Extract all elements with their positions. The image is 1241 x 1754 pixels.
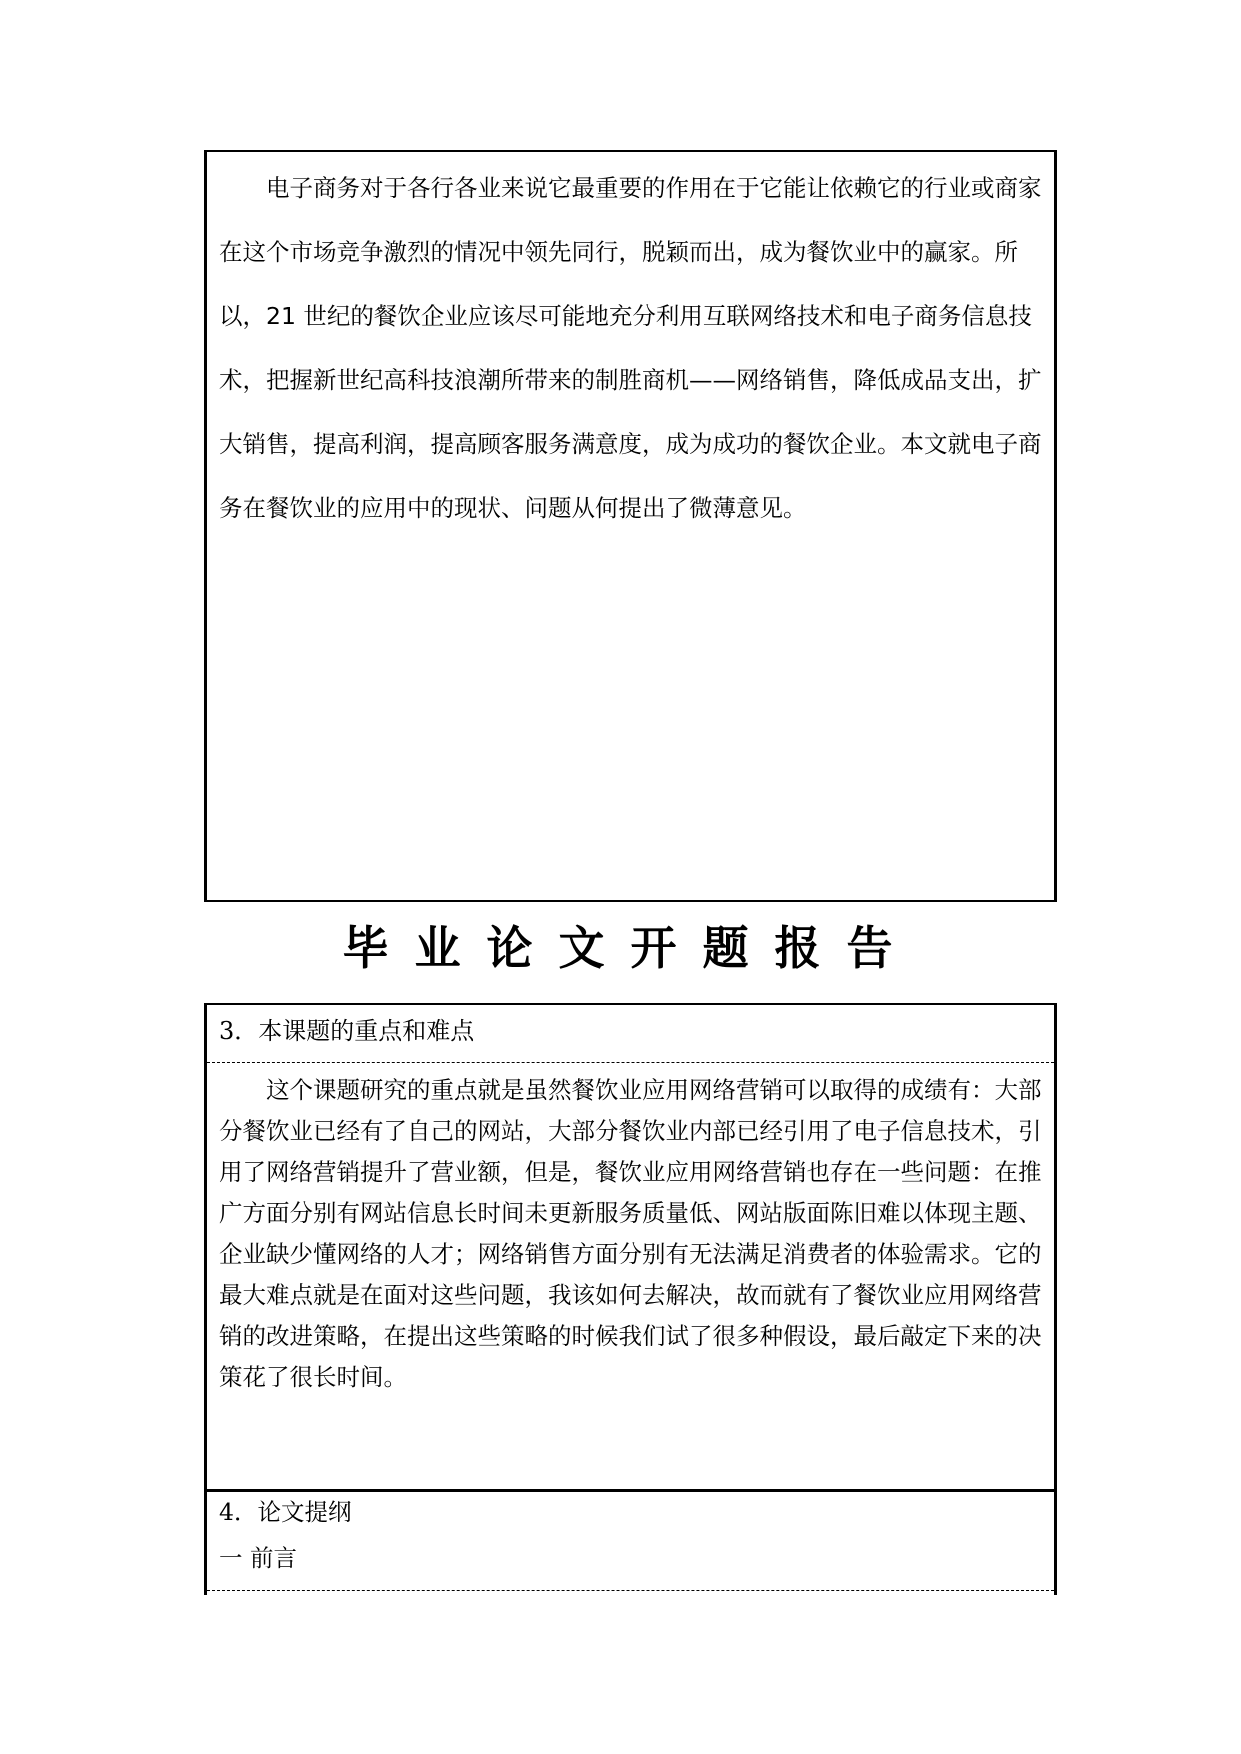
abstract-box — [204, 150, 1057, 902]
dashed-divider — [207, 1062, 1054, 1063]
page-title: 毕业论文开题报告 — [342, 921, 919, 975]
section3-paragraph: 这个课题研究的重点就是虽然餐饮业应用网络营销可以取得的成绩有：大部分餐饮业已经有了自己的网站，大部分餐饮业内部已经引用了电子信息技术，引用了网络营销提升了营业额，但是，餐饮业应用网络营销也存在一些问题：在推广方面分别有网站信息长时间未更新服务质量低、网站版面陈旧难以体现主题、企业缺少懂网络的人才；网络销售方面分别有无法满足消费者的体验需求。它的最大难点就是在面对这些问题，我该如何去解决，故而就有了餐饮业应用网络营销的改进策略，在提出这些策略的时候我们试了很多种假设，最后敲定下来的决策花了很长时间。 — [219, 1076, 1042, 1391]
section4-box — [204, 1490, 1057, 1595]
section3-heading: 3．本课题的重点和难点 — [219, 1017, 475, 1045]
section4-heading: 4．论文提纲 — [219, 1498, 352, 1526]
section3-box — [204, 1003, 1057, 1493]
outline-item: 一 前言 — [219, 1544, 297, 1572]
abstract-paragraph: 电子商务对于各行各业来说它最重要的作用在于它能让依赖它的行业或商家在这个市场竞争激烈的情况中领先同行，脱颖而出，成为餐饮业中的赢家。所以，21 世纪的餐饮企业应该尽可能地充分利用互联网络技术和电子商务信息技术，把握新世纪高科技浪潮所带来的制胜商机——网络销售，降低成品支出，扩大销售，提高利润，提高顾客服务满意度，成为成功的餐饮企业。本文就电子商务在餐饮业的应用中的现状、问题从何提出了微薄意见。 — [219, 174, 1042, 522]
dashed-divider — [207, 1590, 1054, 1591]
